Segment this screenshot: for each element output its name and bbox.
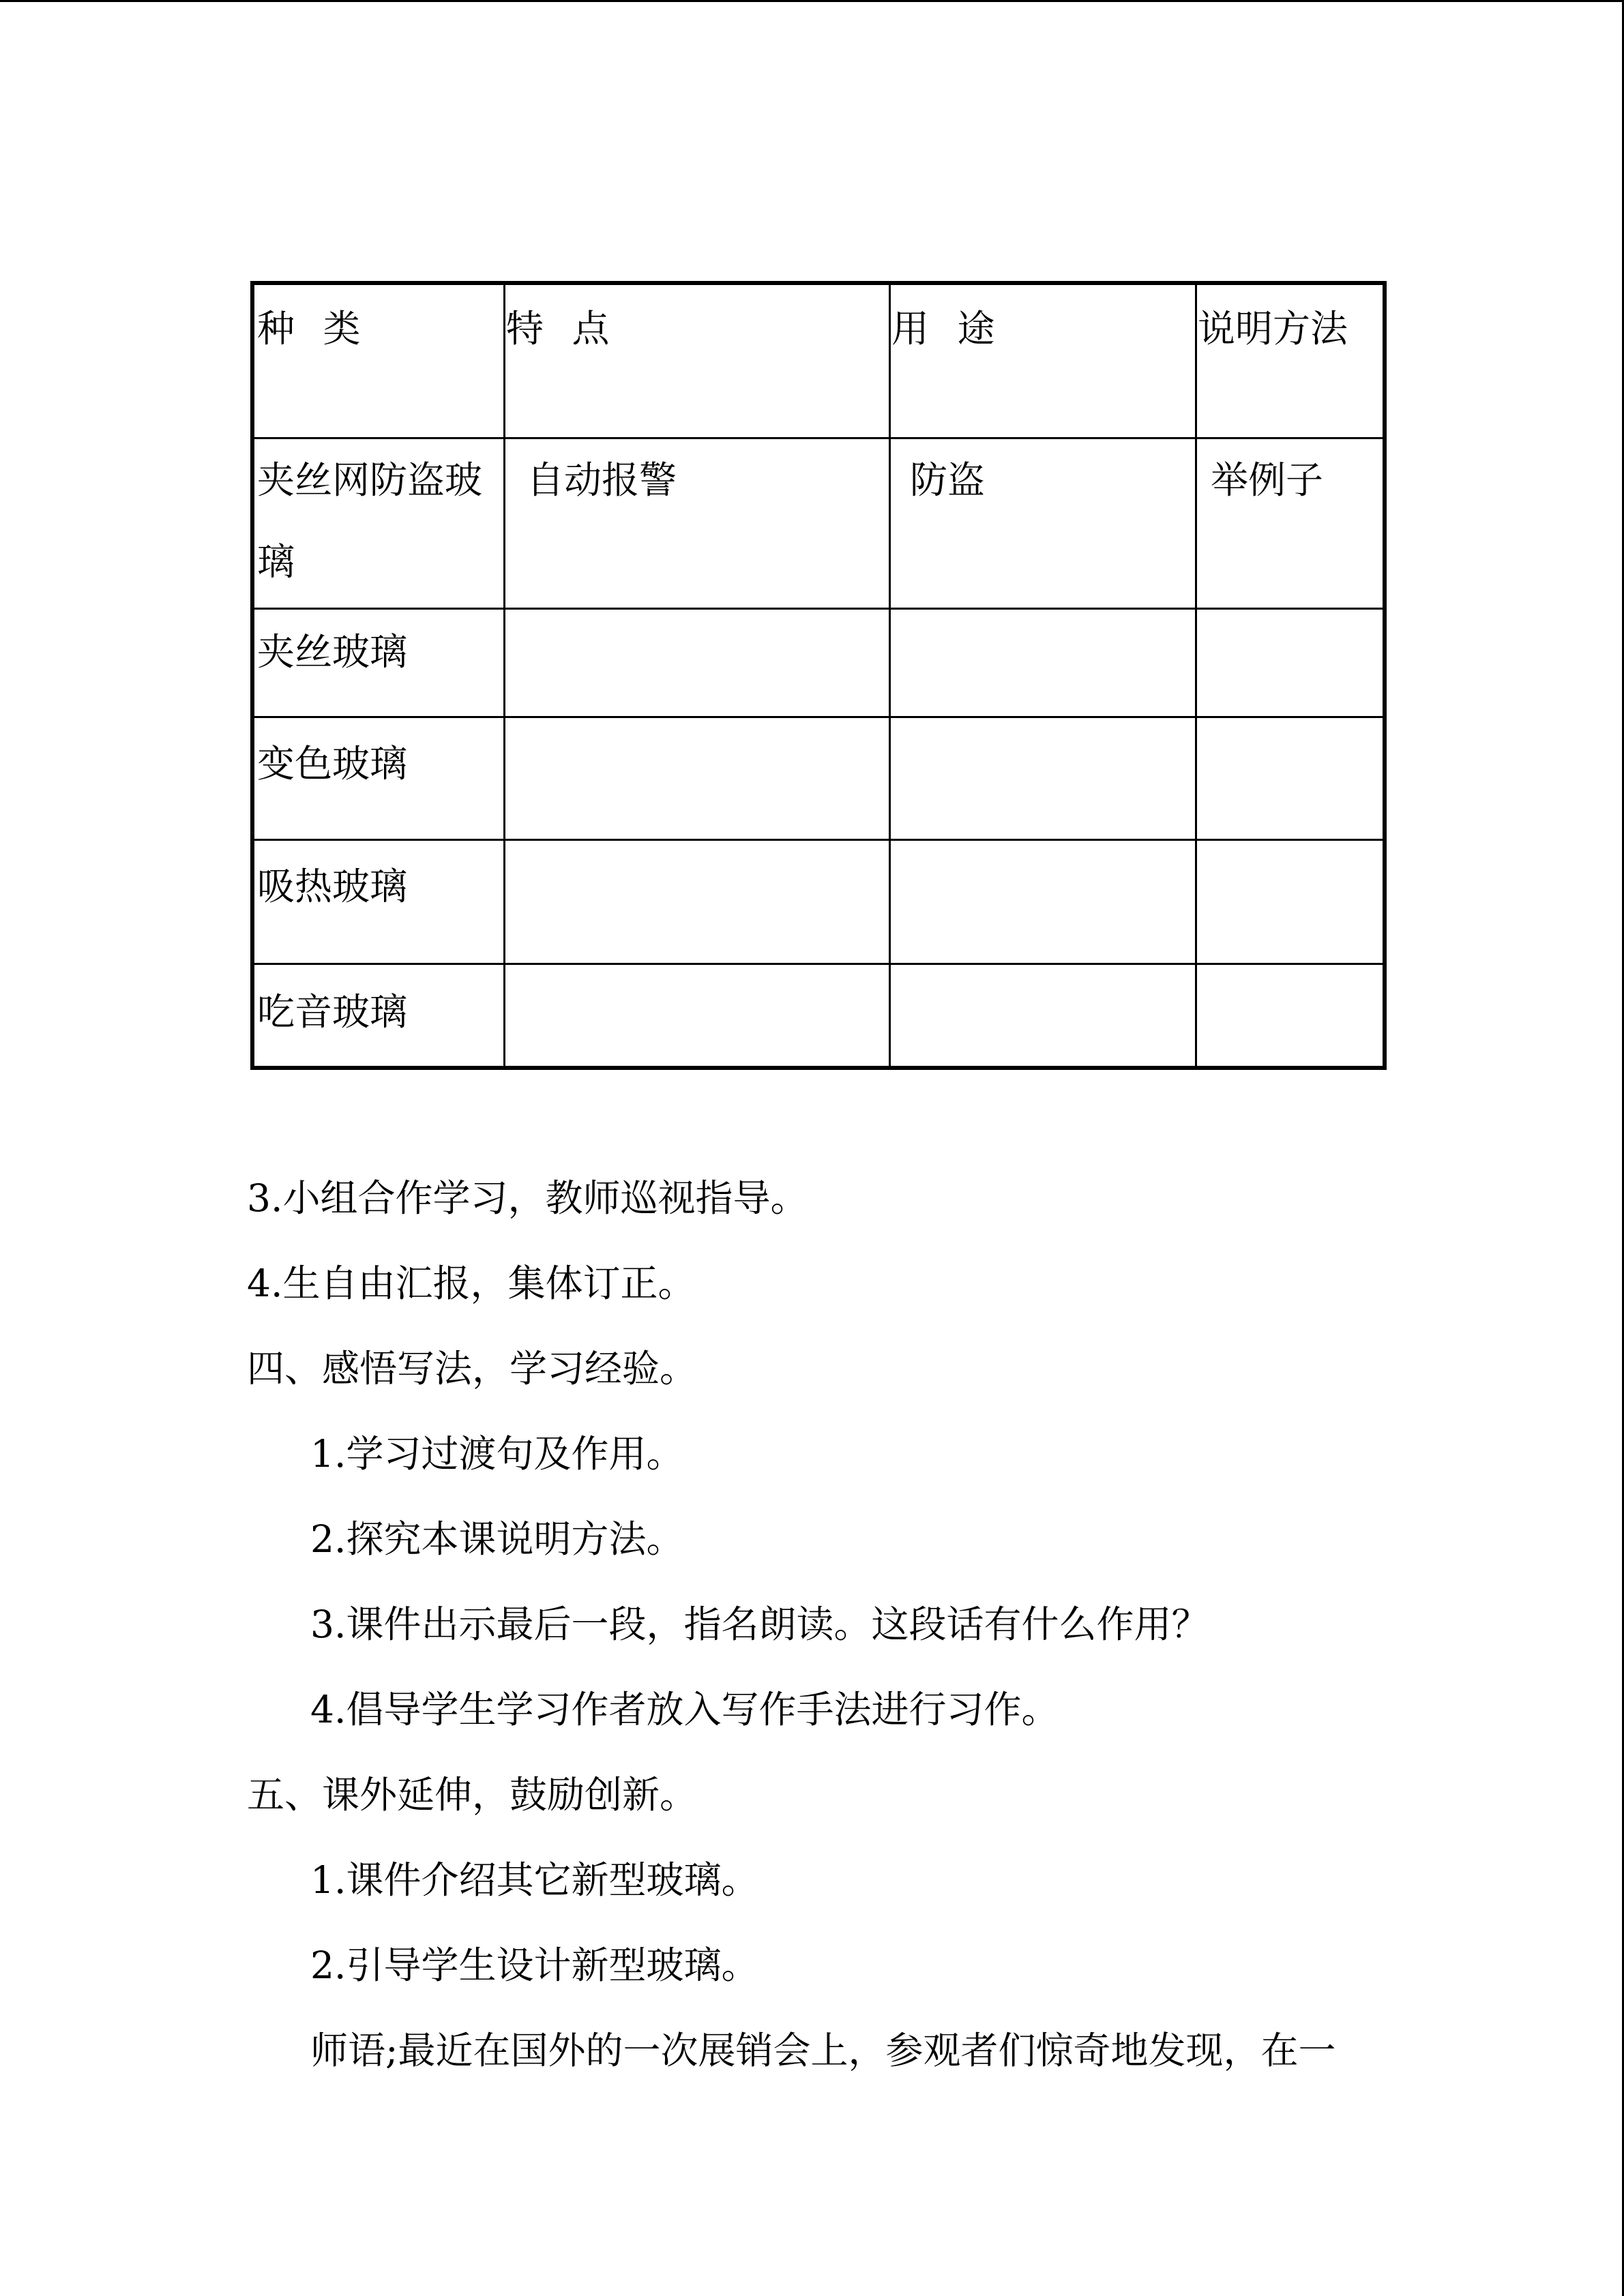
table-header-type: 种 类 (257, 307, 369, 351)
paragraph: 4.生自由汇报，集体订正。 (247, 1262, 696, 1305)
section-heading: 四、感悟写法，学习经验。 (247, 1347, 698, 1390)
top-border-line (0, 0, 1624, 2)
table-header-feature: 特 点 (506, 307, 618, 351)
table-row-divider (254, 839, 1383, 841)
table-cell-use: 防盗 (910, 458, 986, 502)
table-cell-type: 夹丝玻璃 (257, 630, 408, 674)
paragraph: 师语;最近在国外的一次展销会上，参观者们惊奇地发现，在一 (310, 2029, 1336, 2072)
table-row-divider (254, 963, 1383, 965)
list-item: 1.学习过渡句及作用。 (310, 1432, 684, 1476)
list-item: 1.课件介绍其它新型玻璃。 (310, 1858, 759, 1902)
table-header-use: 用 途 (891, 307, 1003, 351)
list-item: 4.倡导学生学习作者放入写作手法进行习作。 (310, 1688, 1059, 1731)
table-header-method: 说明方法 (1198, 307, 1348, 351)
table-row-divider (254, 608, 1383, 610)
table-cell-type: 夹丝网防盗玻璃 (257, 458, 483, 584)
table-col-divider (1195, 285, 1197, 1066)
table-cell-method: 举例子 (1211, 458, 1324, 502)
table-col-divider (889, 285, 891, 1066)
table-cell-type: 吃音玻璃 (257, 990, 408, 1034)
list-item: 3.课件出示最后一段，指名朗读。这段话有什么作用？ (310, 1602, 1209, 1646)
table-row-divider (254, 716, 1383, 718)
list-item: 2.引导学生设计新型玻璃。 (310, 1943, 759, 1987)
paragraph: 3.小组合作学习，教师巡视指导。 (247, 1176, 808, 1220)
glass-types-table (250, 281, 1387, 1070)
table-cell-type: 吸热玻璃 (257, 865, 408, 908)
table-cell-feature: 自动报警 (527, 458, 677, 502)
section-heading: 五、课外延伸，鼓励创新。 (247, 1773, 698, 1817)
table-cell-type: 变色玻璃 (257, 742, 408, 786)
list-item: 2.探究本课说明方法。 (310, 1517, 684, 1561)
table-col-divider (503, 285, 505, 1066)
